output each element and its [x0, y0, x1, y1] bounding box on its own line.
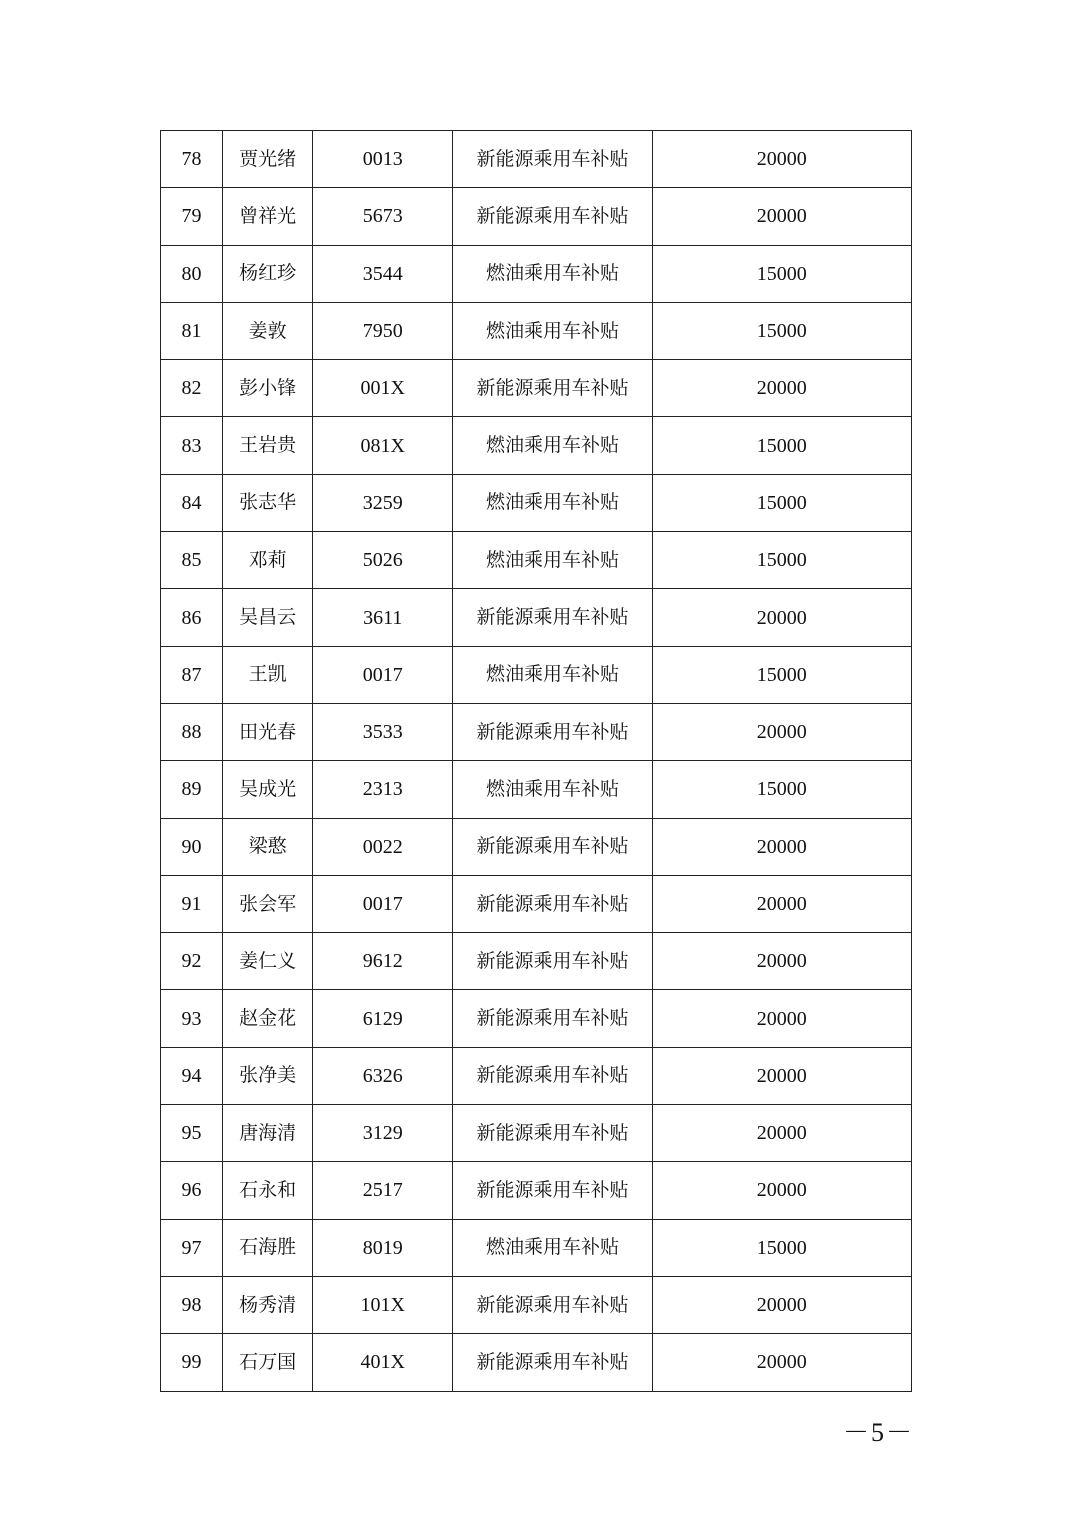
applicant-name: 田光春 — [223, 703, 313, 760]
applicant-name: 张会军 — [223, 875, 313, 932]
id-suffix: 3129 — [313, 1105, 453, 1162]
applicant-name: 唐海清 — [223, 1105, 313, 1162]
subsidy-type: 燃油乘用车补贴 — [453, 474, 652, 531]
row-number: 94 — [161, 1047, 223, 1104]
id-suffix: 0013 — [313, 131, 453, 188]
id-suffix: 3611 — [313, 589, 453, 646]
table-row — [161, 1334, 912, 1391]
id-suffix: 3544 — [313, 245, 453, 302]
id-suffix: 0022 — [313, 818, 453, 875]
row-number: 79 — [161, 188, 223, 245]
subsidy-amount: 15000 — [652, 646, 911, 703]
table-row — [161, 589, 912, 646]
subsidy-table-body — [161, 131, 912, 1392]
subsidy-table — [160, 130, 912, 1392]
table-row — [161, 532, 912, 589]
subsidy-type: 新能源乘用车补贴 — [453, 1047, 652, 1104]
subsidy-type: 新能源乘用车补贴 — [453, 188, 652, 245]
subsidy-amount: 20000 — [652, 360, 911, 417]
subsidy-amount: 20000 — [652, 1162, 911, 1219]
subsidy-type: 新能源乘用车补贴 — [453, 933, 652, 990]
subsidy-amount: 20000 — [652, 1047, 911, 1104]
id-suffix: 3259 — [313, 474, 453, 531]
table-row — [161, 646, 912, 703]
id-suffix: 6326 — [313, 1047, 453, 1104]
applicant-name: 石万国 — [223, 1334, 313, 1391]
subsidy-amount: 20000 — [652, 1334, 911, 1391]
row-number: 87 — [161, 646, 223, 703]
row-number: 88 — [161, 703, 223, 760]
id-suffix: 2517 — [313, 1162, 453, 1219]
subsidy-amount: 20000 — [652, 1105, 911, 1162]
subsidy-amount: 20000 — [652, 131, 911, 188]
row-number: 86 — [161, 589, 223, 646]
table-row — [161, 474, 912, 531]
id-suffix: 081X — [313, 417, 453, 474]
subsidy-type: 燃油乘用车补贴 — [453, 417, 652, 474]
table-row — [161, 1047, 912, 1104]
subsidy-type: 燃油乘用车补贴 — [453, 245, 652, 302]
applicant-name: 石海胜 — [223, 1219, 313, 1276]
applicant-name: 曾祥光 — [223, 188, 313, 245]
table-row — [161, 990, 912, 1047]
subsidy-amount: 20000 — [652, 933, 911, 990]
row-number: 80 — [161, 245, 223, 302]
table-row — [161, 417, 912, 474]
id-suffix: 001X — [313, 360, 453, 417]
table-row — [161, 1162, 912, 1219]
applicant-name: 姜仁义 — [223, 933, 313, 990]
subsidy-type: 新能源乘用车补贴 — [453, 875, 652, 932]
applicant-name: 张净美 — [223, 1047, 313, 1104]
subsidy-type: 燃油乘用车补贴 — [453, 761, 652, 818]
applicant-name: 贾光绪 — [223, 131, 313, 188]
applicant-name: 彭小锋 — [223, 360, 313, 417]
subsidy-amount: 15000 — [652, 245, 911, 302]
id-suffix: 7950 — [313, 302, 453, 359]
subsidy-type: 新能源乘用车补贴 — [453, 360, 652, 417]
subsidy-amount: 20000 — [652, 990, 911, 1047]
subsidy-amount: 20000 — [652, 875, 911, 932]
row-number: 93 — [161, 990, 223, 1047]
subsidy-amount: 20000 — [652, 818, 911, 875]
subsidy-type: 燃油乘用车补贴 — [453, 646, 652, 703]
applicant-name: 赵金花 — [223, 990, 313, 1047]
subsidy-amount: 20000 — [652, 188, 911, 245]
id-suffix: 3533 — [313, 703, 453, 760]
row-number: 84 — [161, 474, 223, 531]
subsidy-amount: 20000 — [652, 1276, 911, 1333]
row-number: 82 — [161, 360, 223, 417]
subsidy-type: 新能源乘用车补贴 — [453, 589, 652, 646]
row-number: 95 — [161, 1105, 223, 1162]
id-suffix: 101X — [313, 1276, 453, 1333]
table-row — [161, 131, 912, 188]
table-row — [161, 818, 912, 875]
table-row — [161, 703, 912, 760]
row-number: 78 — [161, 131, 223, 188]
subsidy-amount: 15000 — [652, 1219, 911, 1276]
row-number: 99 — [161, 1334, 223, 1391]
subsidy-type: 燃油乘用车补贴 — [453, 302, 652, 359]
row-number: 81 — [161, 302, 223, 359]
table-row — [161, 188, 912, 245]
applicant-name: 王岩贵 — [223, 417, 313, 474]
table-row — [161, 761, 912, 818]
applicant-name: 姜敦 — [223, 302, 313, 359]
applicant-name: 杨红珍 — [223, 245, 313, 302]
subsidy-amount: 15000 — [652, 532, 911, 589]
applicant-name: 石永和 — [223, 1162, 313, 1219]
row-number: 97 — [161, 1219, 223, 1276]
row-number: 90 — [161, 818, 223, 875]
subsidy-amount: 20000 — [652, 703, 911, 760]
subsidy-type: 新能源乘用车补贴 — [453, 818, 652, 875]
applicant-name: 杨秀清 — [223, 1276, 313, 1333]
subsidy-type: 新能源乘用车补贴 — [453, 1105, 652, 1162]
row-number: 89 — [161, 761, 223, 818]
subsidy-amount: 15000 — [652, 474, 911, 531]
applicant-name: 王凯 — [223, 646, 313, 703]
subsidy-type: 新能源乘用车补贴 — [453, 1162, 652, 1219]
row-number: 92 — [161, 933, 223, 990]
table-row — [161, 1276, 912, 1333]
id-suffix: 6129 — [313, 990, 453, 1047]
applicant-name: 张志华 — [223, 474, 313, 531]
table-row — [161, 933, 912, 990]
subsidy-type: 新能源乘用车补贴 — [453, 1334, 652, 1391]
table-row — [161, 875, 912, 932]
applicant-name: 梁憨 — [223, 818, 313, 875]
id-suffix: 8019 — [313, 1219, 453, 1276]
applicant-name: 邓莉 — [223, 532, 313, 589]
id-suffix: 5673 — [313, 188, 453, 245]
subsidy-type: 新能源乘用车补贴 — [453, 703, 652, 760]
id-suffix: 5026 — [313, 532, 453, 589]
row-number: 91 — [161, 875, 223, 932]
id-suffix: 9612 — [313, 933, 453, 990]
applicant-name: 吴昌云 — [223, 589, 313, 646]
row-number: 85 — [161, 532, 223, 589]
subsidy-amount: 15000 — [652, 417, 911, 474]
subsidy-type: 新能源乘用车补贴 — [453, 1276, 652, 1333]
table-row — [161, 1105, 912, 1162]
table-row — [161, 245, 912, 302]
page-number: －5－ — [842, 1418, 914, 1447]
table-row — [161, 360, 912, 417]
row-number: 96 — [161, 1162, 223, 1219]
subsidy-amount: 20000 — [652, 589, 911, 646]
id-suffix: 401X — [313, 1334, 453, 1391]
subsidy-type: 燃油乘用车补贴 — [453, 532, 652, 589]
subsidy-amount: 15000 — [652, 302, 911, 359]
subsidy-type: 新能源乘用车补贴 — [453, 131, 652, 188]
id-suffix: 0017 — [313, 875, 453, 932]
id-suffix: 0017 — [313, 646, 453, 703]
row-number: 98 — [161, 1276, 223, 1333]
subsidy-type: 新能源乘用车补贴 — [453, 990, 652, 1047]
applicant-name: 吴成光 — [223, 761, 313, 818]
table-row — [161, 1219, 912, 1276]
subsidy-amount: 15000 — [652, 761, 911, 818]
row-number: 83 — [161, 417, 223, 474]
id-suffix: 2313 — [313, 761, 453, 818]
subsidy-type: 燃油乘用车补贴 — [453, 1219, 652, 1276]
table-row — [161, 302, 912, 359]
